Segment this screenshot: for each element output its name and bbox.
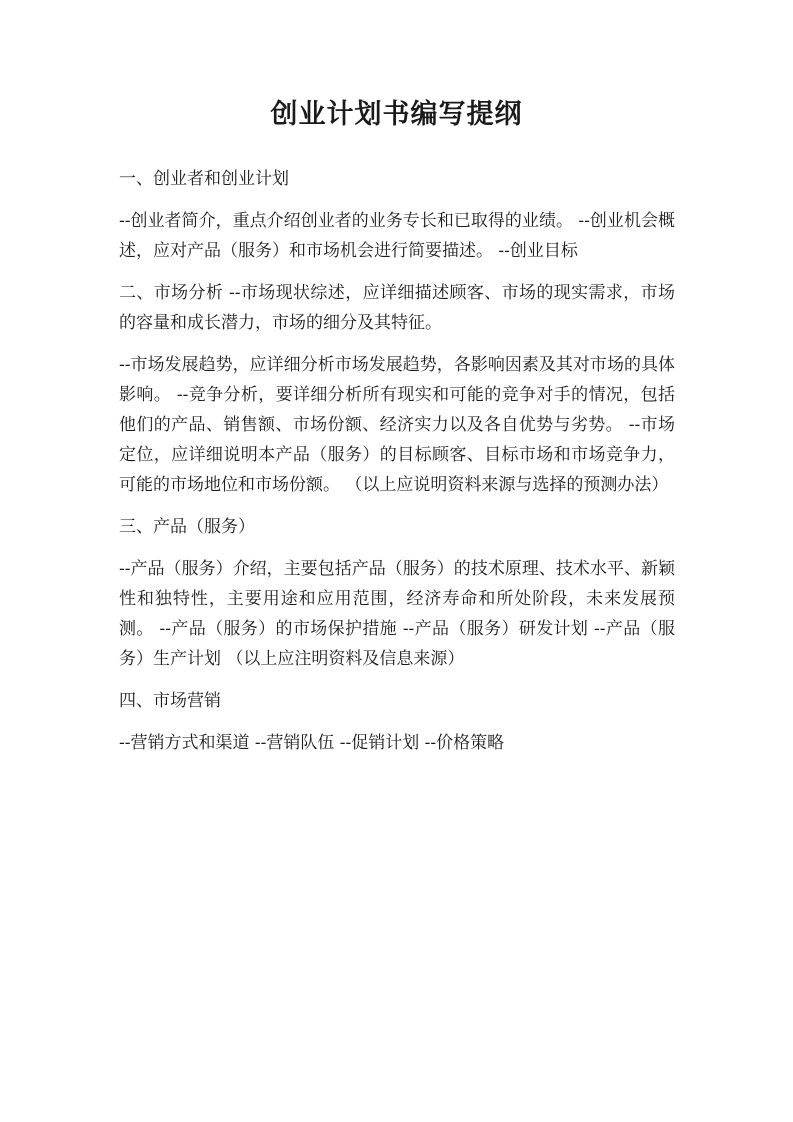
document-body [119, 164, 675, 770]
section-heading-4: 四、市场营销 [119, 691, 221, 711]
paragraph-market-trends: --市场发展趋势，应详细分析市场发展趋势，各影响因素及其对市场的具体影响。 --竞争分析，要详细分析所有现实和可能的竞争对手的情况，包括他们的产品、销售额、市场份额、经济实力以及各自优势与劣势。 --市场定位，应详细说明本产品（服务）的目标顾客、目标市场和市场竞争力，可能的市场地位和市场份额。 （以上应说明资料来源与选择的预测办法） [119, 355, 675, 495]
paragraph-entrepreneur: --创业者简介，重点介绍创业者的业务专长和已取得的业绩。 --创业机会概述，应对产品（服务）和市场机会进行简要描述。 --创业目标 [119, 211, 675, 261]
page-title: 创业计划书编写提纲 [270, 99, 523, 130]
paragraph-marketing: --营销方式和渠道 --营销队伍 --促销计划 --价格策略 [119, 733, 505, 753]
paragraph-product: --产品（服务）介绍，主要包括产品（服务）的技术原理、技术水平、新颖性和独特性，主要用途和应用范围，经济寿命和所处阶段，未来发展预测。 --产品（服务）的市场保护措施 --产品（服务）研发计划 --产品（服务）生产计划 （以上应注明资料及信息来源） [119, 559, 675, 669]
section-heading-1: 一、创业者和创业计划 [119, 169, 289, 189]
section-heading-3: 三、产品（服务） [119, 517, 255, 537]
paragraph-market-analysis: 二、市场分析 --市场现状综述，应详细描述顾客、市场的现实需求，市场的容量和成长潜力，市场的细分及其特征。 [119, 283, 675, 333]
